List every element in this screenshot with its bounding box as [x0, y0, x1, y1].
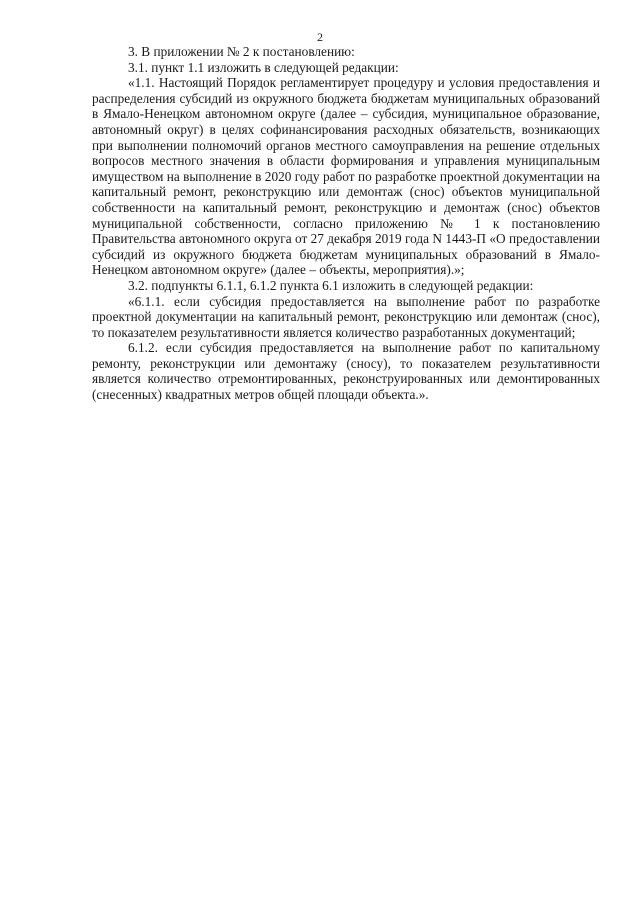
paragraph-clause-1-1: «1.1. Настоящий Порядок регламентирует процедуру и условия предоставления и распределения субсидий из окружного бюджета бюджетам муниципальных образований в Ямало-Ненецком автономном округе (далее – субсидия, муниципальное образование, автономный округ) в целях софинансирования расходных обязательств, возникающих при выполнении полномочий органов местного самоуправления на решение отдельных вопросов местного значения в области формирования и управления муниципальным имуществом на выполнение в 2020 году работ по разработке проектной документации на капитальный ремонт, реконструкцию или демонтаж (снос) объектов муниципальной собственности на капитальный ремонт, реконструкцию и демонтаж (снос) объектов муниципальной собственности, согласно приложению № 1 к постановлению Правительства автономного округа от 27 декабря 2019 года N 1443-П «О предоставлении субсидий из окружного бюджета бюджетам муниципальных образований в Ямало-Ненецком автономном округе» (далее – объекты, мероприятия).»;: [92, 75, 600, 278]
paragraph-clause-6-1-1: «6.1.1. если субсидия предоставляется на выполнение работ по разработке проектной документации на капитальный ремонт, реконструкцию или демонтаж (снос), то показателем результативности является количество разработанных документаций;: [92, 293, 600, 340]
document-body: [92, 44, 600, 403]
paragraph-clause-6-1-2: 6.1.2. если субсидия предоставляется на выполнение работ по капитальному ремонту, реконструкции или демонтажу (сносу), то показателем результативности является количество отремонтированных, реконструированных или демонтированных (снесенных) квадратных метров общей площади объекта.».: [92, 340, 600, 403]
page-number: 2: [317, 30, 323, 44]
paragraph-subitem-3-1: 3.1. пункт 1.1 изложить в следующей редакции:: [128, 59, 399, 75]
paragraph-item-3: 3. В приложении № 2 к постановлению:: [128, 44, 355, 59]
paragraph-subitem-3-2: 3.2. подпункты 6.1.1, 6.1.2 пункта 6.1 изложить в следующей редакции:: [128, 277, 534, 293]
